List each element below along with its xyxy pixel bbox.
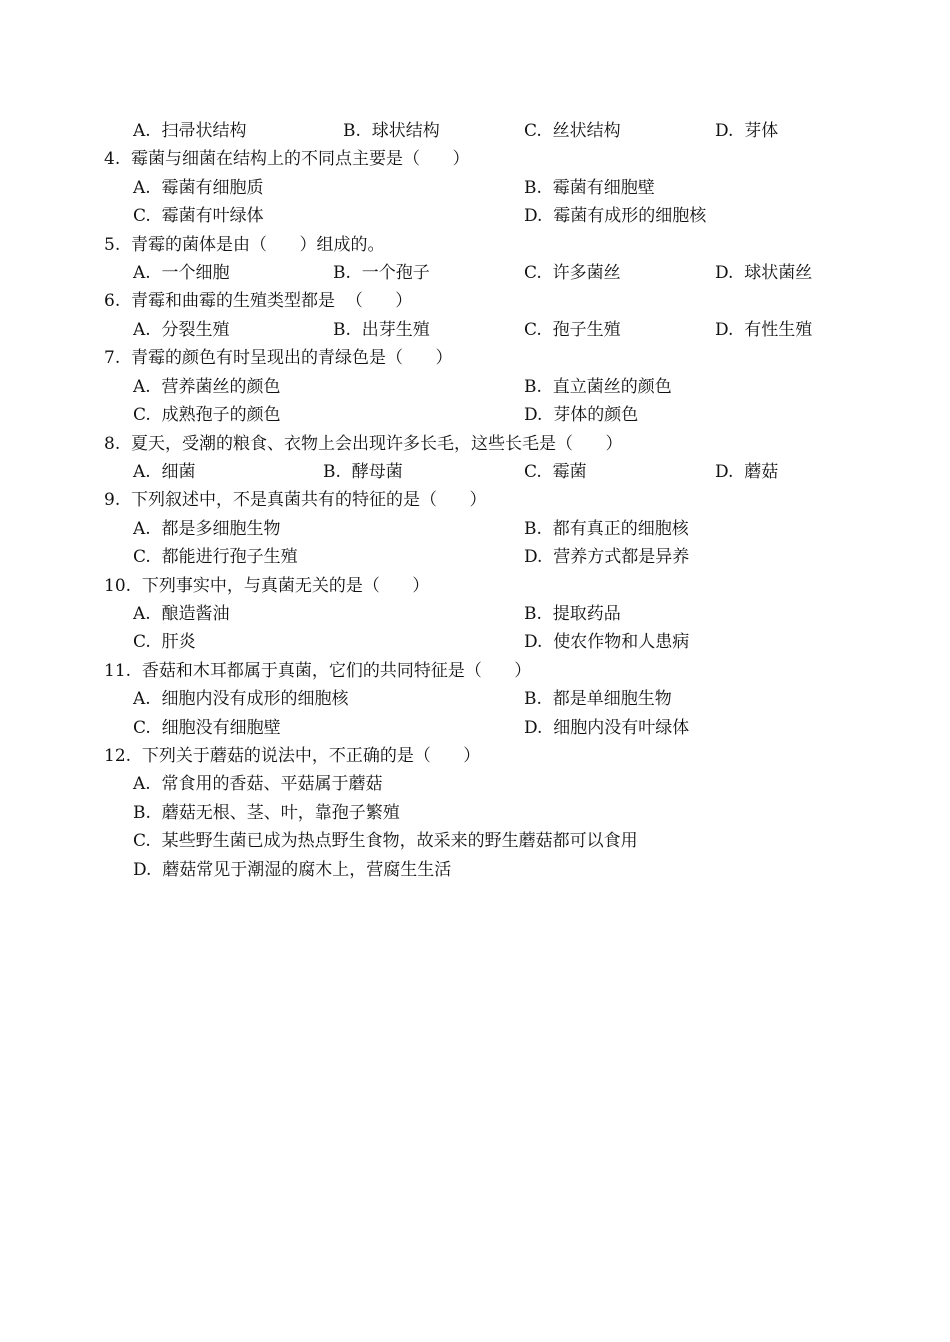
option-a: A. 细胞内没有成形的细胞核 <box>133 689 349 709</box>
option-a: A. 营养菌丝的颜色 <box>133 377 281 397</box>
options-row <box>0 827 950 855</box>
question-4: 4. 霉菌与细菌在结构上的不同点主要是（ ） <box>104 149 470 169</box>
option-b: B. 一个孢子 <box>333 263 430 283</box>
option-c: C. 细胞没有细胞壁 <box>133 718 281 738</box>
question-stem <box>0 231 950 259</box>
option-d: D. 蘑菇常见于潮湿的腐木上，营腐生生活 <box>133 860 452 880</box>
options-row <box>0 316 950 344</box>
question-stem <box>0 657 950 685</box>
question-stem <box>0 430 950 458</box>
option-d: D. 营养方式都是异养 <box>524 547 690 567</box>
option-d: D. 细胞内没有叶绿体 <box>524 718 690 738</box>
options-row <box>0 401 950 429</box>
option-d: D. 球状菌丝 <box>715 263 813 283</box>
question-6: 6. 青霉和曲霉的生殖类型都是 （ ） <box>104 291 413 311</box>
question-8: 8. 夏天，受潮的粮食、衣物上会出现许多长毛，这些长毛是（ ） <box>104 434 623 454</box>
options-row <box>0 799 950 827</box>
options-row <box>0 600 950 628</box>
option-a: A. 分裂生殖 <box>133 320 230 340</box>
option-b: B. 直立菌丝的颜色 <box>524 377 672 397</box>
options-row <box>0 259 950 287</box>
option-b: B. 都有真正的细胞核 <box>524 519 689 539</box>
option-a: A. 细菌 <box>133 462 196 482</box>
option-d: D. 霉菌有成形的细胞核 <box>524 206 707 226</box>
option-b: B. 霉菌有细胞壁 <box>524 178 655 198</box>
option-b: B. 球状结构 <box>343 121 440 141</box>
option-d: D. 有性生殖 <box>715 320 813 340</box>
question-11: 11. 香菇和木耳都属于真菌，它们的共同特征是（ ） <box>104 661 532 681</box>
option-c: C. 孢子生殖 <box>524 320 621 340</box>
options-row <box>0 373 950 401</box>
question-5: 5. 青霉的菌体是由（ ）组成的。 <box>104 235 385 255</box>
options-row <box>0 685 950 713</box>
option-c: C. 霉菌有叶绿体 <box>133 206 264 226</box>
question-12: 12. 下列关于蘑菇的说法中，不正确的是（ ） <box>104 746 481 766</box>
option-c: C. 都能进行孢子生殖 <box>133 547 298 567</box>
option-d: D. 芽体 <box>715 121 779 141</box>
option-d: D. 蘑菇 <box>715 462 779 482</box>
question-stem <box>0 287 950 315</box>
option-a: A. 一个细胞 <box>133 263 230 283</box>
option-c: C. 肝炎 <box>133 632 196 652</box>
question-9: 9. 下列叙述中，不是真菌共有的特征的是（ ） <box>104 490 487 510</box>
question-stem <box>0 486 950 514</box>
options-row <box>0 770 950 798</box>
option-b: B. 蘑菇无根、茎、叶，靠孢子繁殖 <box>133 803 400 823</box>
options-row <box>0 714 950 742</box>
question-stem <box>0 742 950 770</box>
question-stem <box>0 344 950 372</box>
options-row <box>0 458 950 486</box>
option-a: A. 常食用的香菇、平菇属于蘑菇 <box>133 774 383 794</box>
options-row <box>0 628 950 656</box>
question-stem <box>0 572 950 600</box>
options-row <box>0 543 950 571</box>
option-d: D. 芽体的颜色 <box>524 405 639 425</box>
option-d: D. 使农作物和人患病 <box>524 632 690 652</box>
option-b: B. 出芽生殖 <box>333 320 430 340</box>
option-a: A. 酿造酱油 <box>133 604 230 624</box>
option-a: A. 扫帚状结构 <box>133 121 247 141</box>
options-row <box>0 515 950 543</box>
option-b: B. 提取药品 <box>524 604 621 624</box>
option-c: C. 某些野生菌已成为热点野生食物，故采来的野生蘑菇都可以食用 <box>133 831 638 851</box>
options-row <box>0 202 950 230</box>
option-b: B. 酵母菌 <box>323 462 403 482</box>
option-a: A. 霉菌有细胞质 <box>133 178 264 198</box>
option-c: C. 成熟孢子的颜色 <box>133 405 281 425</box>
option-c: C. 许多菌丝 <box>524 263 621 283</box>
option-b: B. 都是单细胞生物 <box>524 689 672 709</box>
option-c: C. 霉菌 <box>524 462 587 482</box>
options-row <box>0 117 950 145</box>
options-row <box>0 856 950 884</box>
question-7: 7. 青霉的颜色有时呈现出的青绿色是（ ） <box>104 348 453 368</box>
option-c: C. 丝状结构 <box>524 121 621 141</box>
question-10: 10. 下列事实中，与真菌无关的是（ ） <box>104 576 430 596</box>
options-row <box>0 174 950 202</box>
question-stem <box>0 145 950 173</box>
option-a: A. 都是多细胞生物 <box>133 519 281 539</box>
